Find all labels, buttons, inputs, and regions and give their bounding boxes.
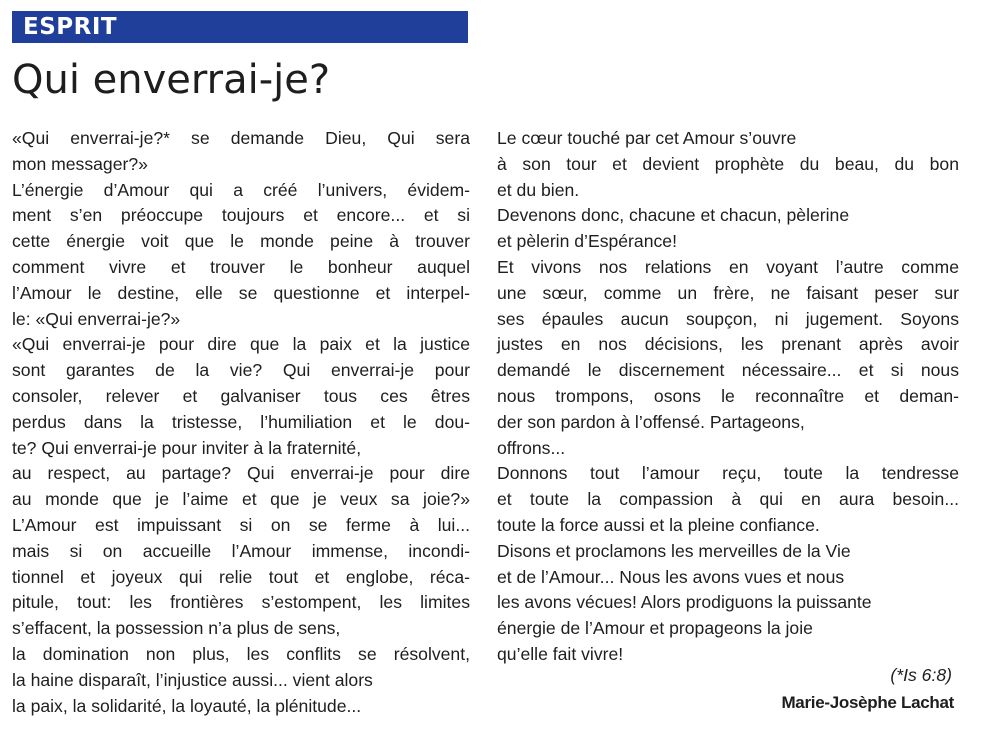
article-title: Qui enverrai-je? [12, 57, 331, 103]
text-line: justes en nos décisions, les prenant après avoir [497, 334, 959, 355]
text-line: Le cœur touché par cet Amour s’ouvre [497, 128, 797, 148]
text-line: L’énergie d’Amour qui a créé l’univers, évidem- [12, 179, 470, 200]
text-line: demandé le discernement nécessaire... et si nous [497, 360, 959, 381]
text-line: der son pardon à l’offensé. Partageons, [497, 411, 805, 432]
text-line: qu’elle fait vivre! [497, 643, 624, 664]
text-line: «Qui enverrai-je pour dire que la paix et la justice [12, 334, 470, 355]
text-line: et toute la compassion à qui en aura besoin... [497, 489, 959, 510]
text-line: toute la force aussi et la pleine confiance. [497, 514, 820, 535]
text-line: l’Amour le destine, elle se questionne et interpel- [12, 282, 470, 303]
text-line: tionnel et joyeux qui relie tout et englobe, réca- [12, 566, 470, 587]
text-line: «Qui enverrai-je?* se demande Dieu, Qui sera [12, 128, 470, 148]
text-line: énergie de l’Amour et propageons la joie [497, 618, 813, 639]
text-line: sont garantes de la vie? Qui enverrai-je pour [12, 360, 470, 381]
text-line: pitule, tout: les frontières s’estompent, les limites [12, 592, 470, 613]
text-line: consoler, relever et galvaniser tous ces êtres [12, 385, 470, 406]
text-line: la paix, la solidarité, la loyauté, la plénitude... [12, 695, 362, 716]
text-line: le: «Qui enverrai-je?» [12, 308, 181, 329]
text-line: une sœur, comme un frère, ne faisant peser sur [497, 282, 959, 303]
text-line: comment vivre et trouver le bonheur auquel [12, 256, 470, 277]
article-column-left [12, 126, 470, 719]
text-line: Et vivons nos relations en voyant l’autre comme [497, 256, 959, 277]
text-line: perdus dans la tristesse, l’humiliation et le dou- [12, 411, 470, 432]
text-line: s’effacent, la possession n’a plus de sens, [12, 618, 341, 639]
text-line: Disons et proclamons les merveilles de la Vie [497, 540, 851, 561]
text-line: offrons... [497, 437, 566, 458]
text-line: ment s’en préoccupe toujours et encore... et si [12, 205, 470, 226]
text-line: et pèlerin d’Espérance! [497, 231, 677, 252]
text-line: Donnons tout l’amour reçu, toute la tendresse [497, 463, 959, 484]
text-line: cette énergie voit que le monde peine à trouver [12, 231, 470, 252]
section-rubric-banner [12, 11, 468, 43]
article-column-right [497, 126, 959, 668]
text-line: nous trompons, osons le reconnaître et deman- [497, 385, 959, 406]
text-line: et du bien. [497, 179, 580, 200]
text-line: la haine disparaît, l’injustice aussi... vient alors [12, 669, 373, 690]
text-line: au respect, au partage? Qui enverrai-je pour dire [12, 463, 470, 484]
text-line: la domination non plus, les conflits se résolvent, [12, 643, 470, 664]
text-line: mon messager?» [12, 153, 148, 174]
text-line: les avons vécues! Alors prodiguons la puissante [497, 592, 872, 613]
section-rubric-label: ESPRIT [23, 14, 118, 40]
text-line: ses épaules aucun soupçon, ni jugement. Soyons [497, 308, 959, 329]
text-line: et de l’Amour... Nous les avons vues et nous [497, 566, 845, 587]
text-line: Devenons donc, chacune et chacun, pèlerine [497, 205, 850, 226]
text-line: te? Qui enverrai-je pour inviter à la fraternité, [12, 437, 362, 458]
text-line: L’Amour est impuissant si on se ferme à lui... [12, 514, 470, 535]
text-line: à son tour et devient prophète du beau, du bon [497, 153, 959, 174]
bible-reference: (*Is 6:8) [890, 665, 952, 685]
text-line: mais si on accueille l’Amour immense, incondi- [12, 540, 470, 561]
article-author: Marie-Josèphe Lachat [781, 693, 954, 712]
text-line: au monde que je l’aime et que je veux sa joie?» [12, 489, 470, 510]
